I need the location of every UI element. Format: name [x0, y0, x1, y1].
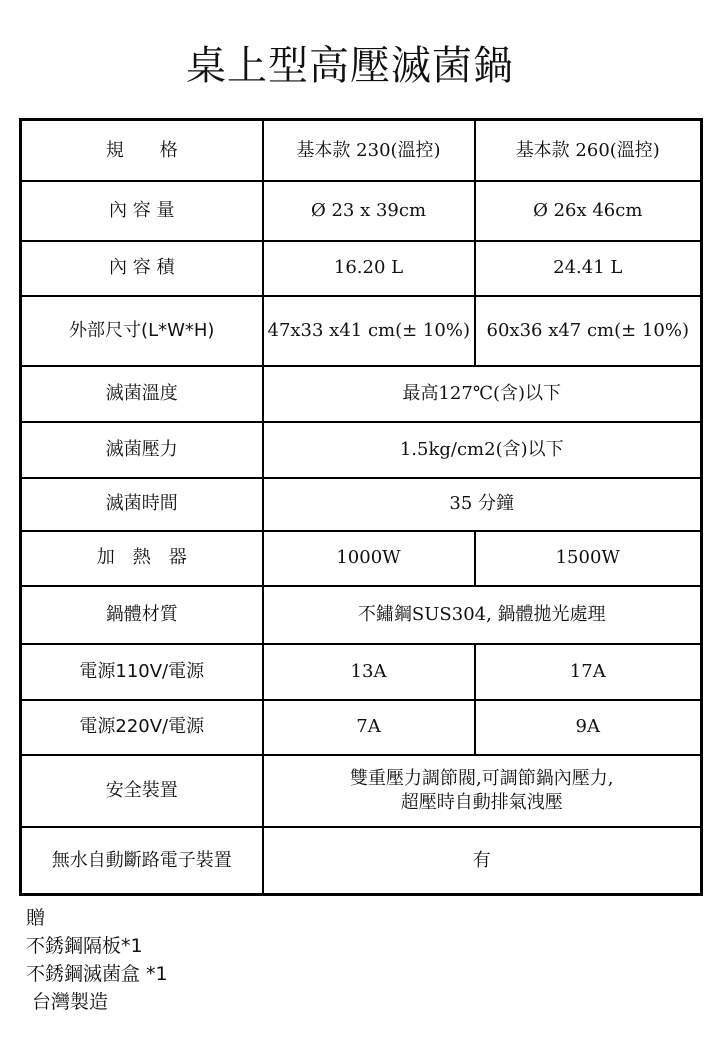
table-row-dimensions	[21, 296, 702, 366]
heater-label: 加 熱 器	[21, 531, 263, 586]
model-260-header: 基本款 260(溫控)	[475, 120, 702, 181]
heater-260-cell: 1500W	[475, 531, 702, 586]
auto-off-label: 無水自動斷路電子裝置	[21, 827, 263, 895]
gift-item-divider: 不銹鋼隔板*1	[26, 935, 143, 957]
gifts-heading: 贈	[26, 907, 46, 929]
dimensions-label: 外部尺寸(L*W*H)	[21, 296, 263, 366]
safety-line-2: 超壓時自動排氣洩壓	[400, 791, 563, 813]
spec-table	[19, 118, 703, 896]
temperature-value: 最高127℃(含)以下	[263, 366, 702, 422]
capacity-label: 內 容 量	[21, 181, 263, 241]
spec-label: 規 格	[21, 120, 263, 181]
pressure-value: 1.5kg/cm2(含)以下	[263, 422, 702, 478]
power-220-label: 電源220V/電源	[21, 700, 263, 755]
safety-line-1: 雙重壓力調節閥,可調節鍋內壓力,	[350, 768, 614, 790]
table-row-heater	[21, 531, 702, 586]
auto-off-value: 有	[263, 827, 702, 895]
model-230-header: 基本款 230(溫控)	[263, 120, 475, 181]
safety-value	[263, 755, 702, 827]
gift-item-box: 不銹鋼滅菌盒 *1	[26, 963, 168, 985]
table-row-capacity	[21, 181, 702, 241]
pressure-label: 滅菌壓力	[21, 422, 263, 478]
power-110-260-cell: 17A	[475, 644, 702, 700]
table-row-temperature	[21, 366, 702, 422]
table-row-time	[21, 478, 702, 531]
time-label: 滅菌時間	[21, 478, 263, 531]
table-row-pressure	[21, 422, 702, 478]
dimensions-230-cell: 47x33 x41 cm(± 10%)	[263, 296, 475, 366]
capacity-260-cell: Ø 26x 46cm	[475, 181, 702, 241]
table-row-material	[21, 586, 702, 644]
table-row-volume	[21, 241, 702, 296]
volume-230-cell: 16.20 L	[263, 241, 475, 296]
capacity-230-cell: Ø 23 x 39cm	[263, 181, 475, 241]
made-in-taiwan: 台灣製造	[26, 991, 109, 1013]
safety-label: 安全裝置	[21, 755, 263, 827]
temperature-label: 滅菌溫度	[21, 366, 263, 422]
table-row-auto-off	[21, 827, 702, 895]
power-220-260-cell: 9A	[475, 700, 702, 755]
volume-260-cell: 24.41 L	[475, 241, 702, 296]
table-row-power-220	[21, 700, 702, 755]
power-110-label: 電源110V/電源	[21, 644, 263, 700]
power-220-230-cell: 7A	[263, 700, 475, 755]
gifts-section	[26, 904, 168, 1016]
volume-label: 內 容 積	[21, 241, 263, 296]
power-110-230-cell: 13A	[263, 644, 475, 700]
material-label: 鍋體材質	[21, 586, 263, 644]
time-value: 35 分鐘	[263, 478, 702, 531]
heater-230-cell: 1000W	[263, 531, 475, 586]
dimensions-260-cell: 60x36 x47 cm(± 10%)	[475, 296, 702, 366]
material-value: 不鏽鋼SUS304, 鍋體拋光處理	[263, 586, 702, 644]
table-row-power-110	[21, 644, 702, 700]
page-title: 桌上型高壓滅菌鍋	[186, 43, 514, 89]
table-row-spec	[21, 120, 702, 181]
table-row-safety	[21, 755, 702, 827]
